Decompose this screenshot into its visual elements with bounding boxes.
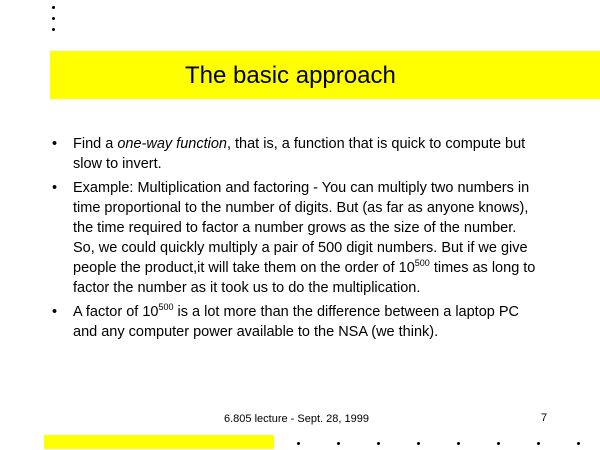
bullet-emphasis: one-way function	[117, 136, 227, 152]
top-decorative-dots	[52, 6, 58, 39]
bottom-band	[44, 435, 274, 449]
bullet-item	[52, 302, 542, 342]
bullet-item	[52, 134, 542, 174]
bullet-text: times as long to factor the number as it took us to do the multiplication.	[73, 260, 536, 296]
bullet-text: is a lot more than the difference between a laptop PC and any computer power available to the NSA (we think).	[73, 304, 520, 340]
bullet-text: Example: Multiplication and factoring - You can multiply two numbers in time proportional to the number of digits. But (as far as anyone knows), the time required to factor a number grows as the size of the number. So, we could quickly multiply a pair of 500 digit numbers. But if we give people the product,it will take them on the order of 10	[73, 180, 530, 276]
exponent: 500	[414, 258, 430, 268]
bullet-item	[52, 178, 542, 298]
bottom-decorative-dots	[297, 442, 600, 445]
footer-text: 6.805 lecture - Sept. 28, 1999	[224, 413, 369, 425]
decorative-dot	[377, 442, 380, 445]
bullet-icon: •	[52, 136, 58, 152]
slide-number: 7	[541, 412, 548, 424]
bullet-icon: •	[52, 180, 58, 196]
slide-title: The basic approach	[185, 62, 396, 89]
bullet-list	[52, 134, 542, 346]
decorative-dot	[297, 442, 300, 445]
decorative-dot	[537, 442, 540, 445]
decorative-dot	[497, 442, 500, 445]
decorative-dot	[52, 6, 55, 9]
decorative-dot	[52, 28, 55, 31]
bullet-text: Find a	[73, 136, 118, 152]
exponent: 500	[158, 302, 174, 312]
decorative-dot	[577, 442, 580, 445]
decorative-dot	[337, 442, 340, 445]
decorative-dot	[457, 442, 460, 445]
decorative-dot	[417, 442, 420, 445]
bullet-icon: •	[52, 304, 58, 320]
bullet-text: , that is, a function that is quick to compute but slow to invert.	[73, 136, 526, 172]
bullet-text: A factor of 10	[73, 304, 159, 320]
decorative-dot	[52, 17, 55, 20]
